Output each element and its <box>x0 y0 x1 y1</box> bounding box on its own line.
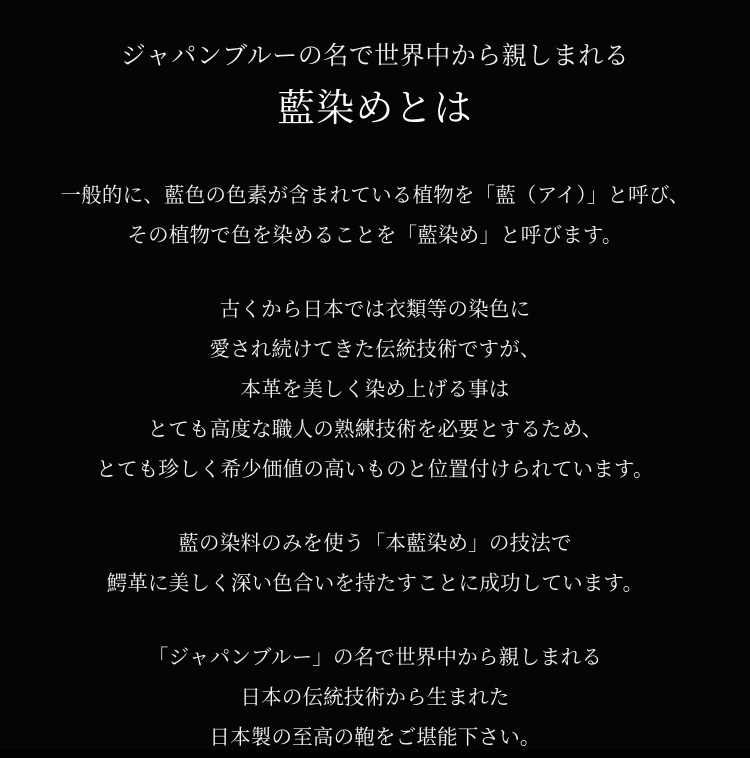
paragraph-line: 日本製の至高の鞄をご堪能下さい。 <box>209 726 541 750</box>
page-subtitle: ジャパンブルーの名で世界中から親しまれる <box>120 42 630 70</box>
paragraph-3 <box>25 524 725 604</box>
paragraph-1 <box>25 176 725 256</box>
headline-block <box>0 38 750 138</box>
paragraph-line: その植物で色を染めることを「藍染め」と呼びます。 <box>127 224 623 248</box>
paragraph-line: 鰐革に美しく深い色合いを持たすことに成功しています。 <box>106 572 644 596</box>
body-copy <box>25 176 725 758</box>
paragraph-2 <box>25 290 725 490</box>
paragraph-line: 日本の伝統技術から生まれた <box>240 686 510 710</box>
paragraph-line: 「ジャパンブルー」の名で世界中から親しまれる <box>147 646 603 670</box>
paragraph-line: 本革を美しく染め上げる事は <box>240 378 510 402</box>
paragraph-4 <box>25 638 725 758</box>
paragraph-line: とても高度な職人の熟練技術を必要とするため、 <box>147 418 603 442</box>
paragraph-line: とても珍しく希少価値の高いものと位置付けられています。 <box>96 458 654 482</box>
paragraph-line: 愛され続けてきた伝統技術ですが、 <box>209 338 541 362</box>
page-title: 藍染めとは <box>277 87 473 130</box>
paragraph-line: 藍の染料のみを使う「本藍染め」の技法で <box>178 532 572 556</box>
paragraph-line: 一般的に、藍色の色素が含まれている植物を「藍（アイ）」と呼び、 <box>60 184 690 208</box>
paragraph-line: 古くから日本では衣類等の染色に <box>219 298 531 322</box>
